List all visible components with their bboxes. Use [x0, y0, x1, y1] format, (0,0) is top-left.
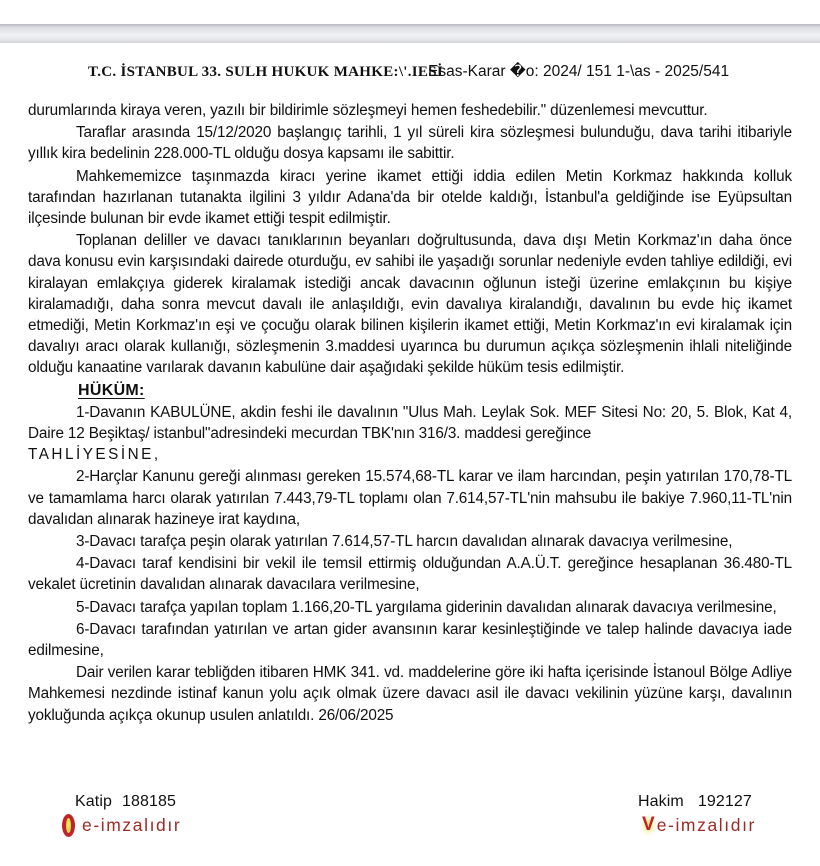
ruling-heading [78, 380, 792, 401]
judge-label: Hakim [638, 793, 684, 810]
clerk-e-signature-stamp [62, 814, 181, 837]
ruling-heading-text: HÜKÜM: [78, 381, 145, 399]
clerk-signature-line [75, 793, 176, 811]
window-top-band [0, 24, 820, 43]
closing-paragraph: Dair verilen karar tebliğden itibaren HMK 341. vd. maddelerine göre iki hafta içerisinde İstanoul Bölge Adliye Mahkemesi nezdinde istinaf kanun yolu açık olmak üzere davacı asil ile davacı vekilinin yüzüne karşı, davalının yokluğunda açıkça okunup usulen anlatıldı. 26/06/2025 [28, 664, 792, 724]
ruling-item-2: 2-Harçlar Kanunu gereği alınması gereken 15.574,68-TL karar ve ilam harcından, peşin yatırılan 170,78-TL ve tamamlama harcı olarak yatırılan 7.443,79-TL toplamı olan 7.614,57-TL'nin mahsubu ile bakiye 7.960,11-TL'nin davalıdan alınarak hazineye irat kaydına, [28, 468, 792, 528]
judge-e-signature-stamp [641, 814, 756, 836]
clerk-id: 188185 [121, 793, 176, 810]
judge-id: 192127 [697, 793, 752, 810]
case-number: Esas-Karar �o: 2024/ 151 1-\as - 2025/541 [428, 63, 730, 80]
body-paragraph: durumlarında kiraya veren, yazılı bir bildirimle sözleşmeyi hemen feshedebilir." düzenlemesi mevcuttur. [28, 102, 708, 119]
body-paragraph: Mahkememizce taşınmazda kiracı yerine ikamet ettiği iddia edilen Metin Korkmaz hakkında kolluk tarafından hazırlanan tutanakta ilgilini 3 yıldır Adana'da bir otelde kaldığı, İstanbul'a geldiğinde ise Eyüpsultan ilçesinde bulunan bir evde ikamet ettiği tespit edilmiştir. [28, 167, 792, 228]
ruling-item-4: 4-Davacı taraf kendisini bir vekil ile temsil ettirmiş olduğundan A.A.Ü.T. gereğince hesaplanan 36.480-TL vekalet ücretinin davalıdan alınarak davacılara verilmesine, [28, 555, 792, 594]
ruling-item-1 [28, 402, 792, 466]
clerk-e-signature-text: e-imzalıdır [82, 815, 182, 835]
body-paragraph: Toplanan deliller ve davacı tanıklarının beyanları doğrultusunda, dava dışı Metin Korkmaz'ın daha önce dava konusu evin karşısındaki dairede oturduğu, ev sahibi ile yaşadığı sorunlar nedeniyle evden tahliye edildiği, evi kiralayan emlakçıya giderek kiralamak istediği ancak davacının oğlunun isteği üzerine emlakçının bu kişiye kiralamadığı, daha sonra mevcut davalı ile anlaşıldığı, evin davalıya kiralandığı, davalının bu evde hiç ikamet etmediği, Metin Korkmaz'ın eşi ve çocuğu olarak bilinen kişilerin ikamet ettiği, Metin Korkmaz'ın evi kiralamak için davalıyı aracı olarak kullanığı, sözleşmenin 3.maddesi uyarınca bu durumun açıkça sözleşmenin ihlali niteliğinde olduğu kanaatine varılarak davanın kabulüne dair aşağıdaki şekilde hüküm tesis edilmiştir. [28, 232, 792, 377]
e-signature-seal-icon [62, 814, 75, 837]
document-body [28, 100, 792, 727]
ruling-item-5: 5-Davacı tarafça yapılan toplam 1.166,20-TL yargılama giderinin davalıdan alınarak davacıya verilmesine, [76, 598, 777, 616]
court-title: T.C. İSTANBUL 33. SULH HUKUK MAHKE:\'.IESİ [88, 64, 444, 80]
body-paragraph: Taraflar arasında 15/12/2020 başlangıç tarihli, 1 yıl süreli kira sözleşmesi bulunduğu, dava tarihi itibariyle yıllık kira bedelinin 228.000-TL olduğu dosya kapsamı ile sabittir. [28, 124, 792, 163]
judge-e-signature-text: e-imzalıdır [656, 814, 756, 835]
ruling-item-3: 3-Davacı tarafça peşin olarak yatırılan 7.614,57-TL harcın davalıdan alınarak davacıya verilmesine, [76, 533, 733, 551]
ruling-item-6: 6-Davacı tarafından yatırılan ve artan gider avansının karar kesinleştiğinde ve talep halinde davacıya iade edilmesine, [28, 620, 792, 660]
clerk-label: Katip [75, 793, 112, 810]
ruling-item-1-tahliye: TAHLİYESİNE, [28, 446, 161, 464]
document-header [0, 60, 820, 86]
judge-signature-line [638, 793, 752, 811]
ruling-item-1-text: 1-Davanın KABULÜNE, akdin feshi ile davalının "Ulus Mah. Leylak Sok. MEF Sitesi No: 20, 5. Blok, Kat 4, Daire 12 Beşiktaş/ istanbul"adresindeki mecurdan TBK'nın 316/3. maddesi gereğince [28, 403, 792, 443]
check-mark-icon: V [642, 814, 655, 835]
